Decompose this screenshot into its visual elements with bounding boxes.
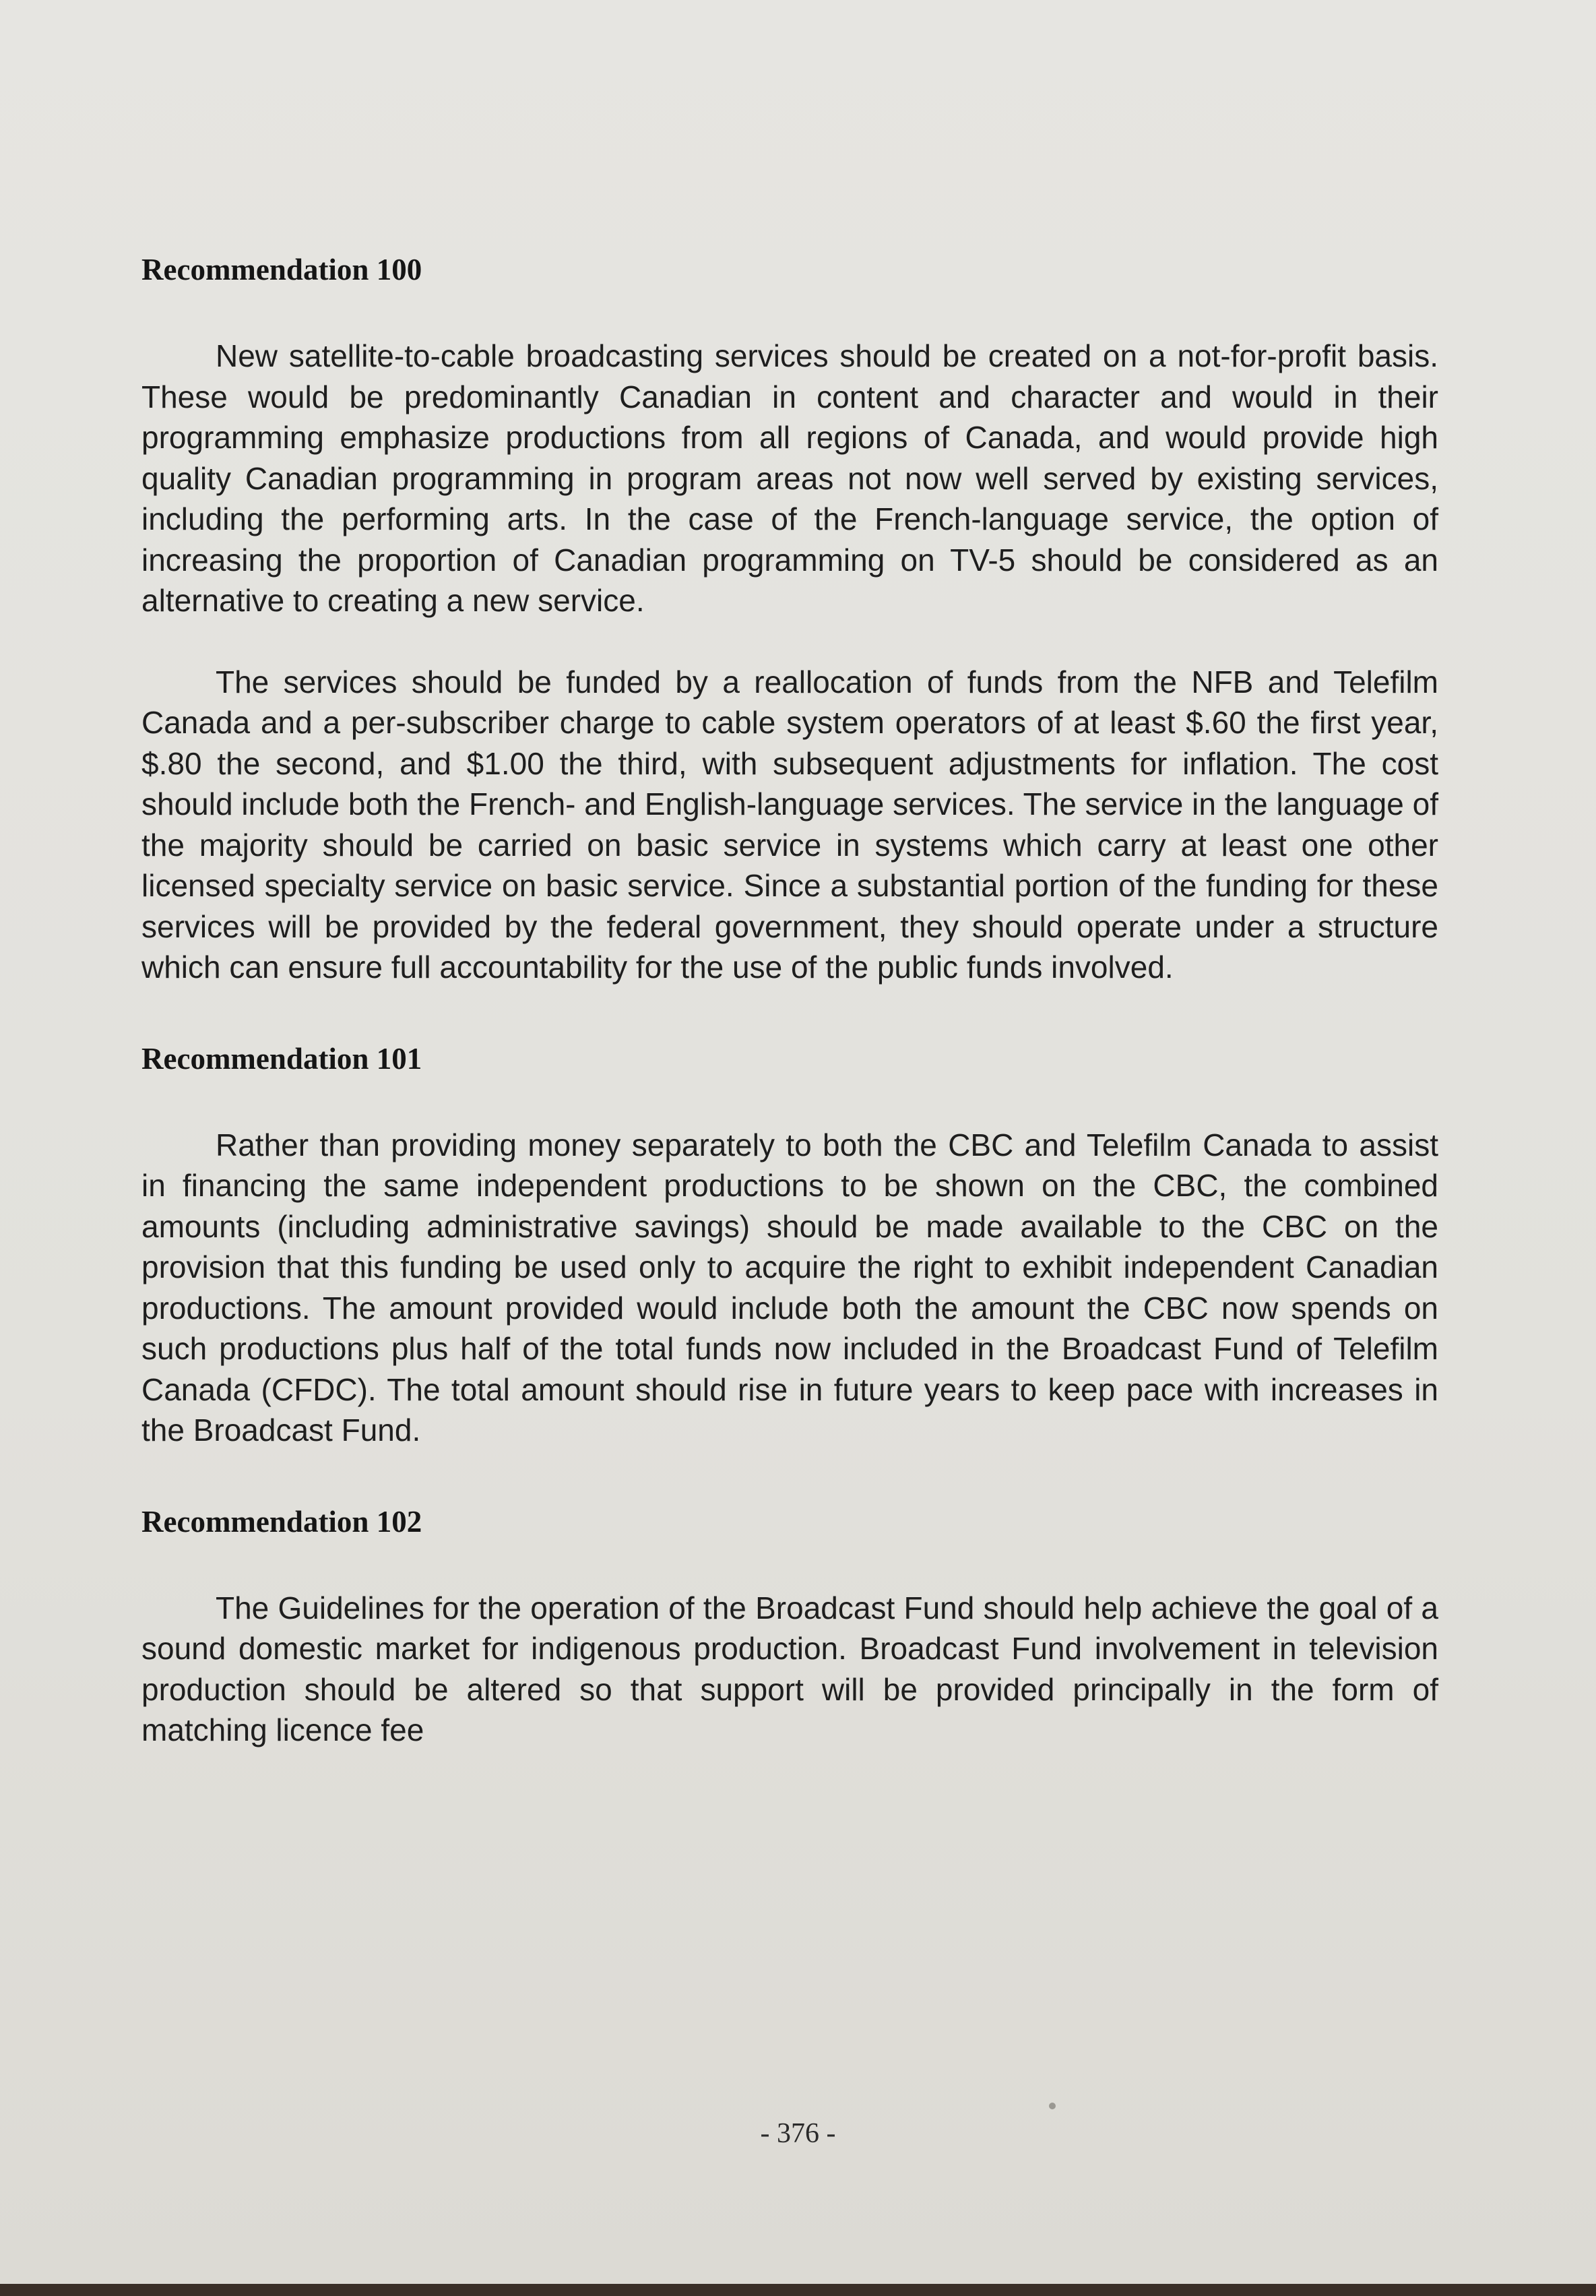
recommendation-102 bbox=[141, 1501, 1438, 1751]
paragraph: The Guidelines for the operation of the Broadcast Fund should help achieve the goal of a sound domestic market for indigenous production. Broadcast Fund involvement in television production should be altered so that support will be provided principally in the form of matching licence fee bbox=[141, 1590, 1438, 1747]
page-number: - 376 - bbox=[760, 2118, 836, 2149]
section-heading: Recommendation 100 bbox=[141, 253, 422, 286]
paragraph: New satellite-to-cable broadcasting services should be created on a not-for-profit basis. These would be predominantly Canadian in content and character and would in their programming emphasize productions from all regions of Canada, and would provide high quality Canadian programming in program areas not now well served by existing services, including the performing arts. In the case of the French-language service, the option of increasing the proportion of Canadian programming on TV-5 should be considered as an alternative to creating a new service. bbox=[141, 338, 1438, 618]
page-body bbox=[141, 249, 1438, 1751]
paragraph: Rather than providing money separately to both the CBC and Telefilm Canada to assist in financing the same independent productions to be shown on the CBC, the combined amounts (including administrative savings) should be made available to the CBC on the provision that this funding be used only to acquire the right to exhibit independent Canadian productions. The amount provided would include both the amount the CBC now spends on such productions plus half of the total funds now included in the Broadcast Fund of Telefilm Canada (CFDC). The total amount should rise in future years to keep pace with increases in the Broadcast Fund. bbox=[141, 1127, 1438, 1448]
section-heading: Recommendation 102 bbox=[141, 1504, 422, 1539]
scan-bottom-edge bbox=[0, 2284, 1596, 2296]
recommendation-101 bbox=[141, 1038, 1438, 1451]
recommendation-100 bbox=[141, 249, 1438, 988]
paragraph: The services should be funded by a reallocation of funds from the NFB and Telefilm Canada and a per-subscriber charge to cable system operators of at least $.60 the first year, $.80 the second, and $1.00 the third, with subsequent adjustments for inflation. The cost should include both the French- and English-language services. The service in the language of the majority should be carried on basic service in systems which carry at least one other licensed specialty service on basic service. Since a substantial portion of the funding for these services will be provided by the federal government, they should operate under a structure which can ensure full accountability for the use of the public funds involved. bbox=[141, 664, 1438, 985]
paper-speck bbox=[1049, 2103, 1056, 2109]
section-heading: Recommendation 101 bbox=[141, 1041, 422, 1076]
